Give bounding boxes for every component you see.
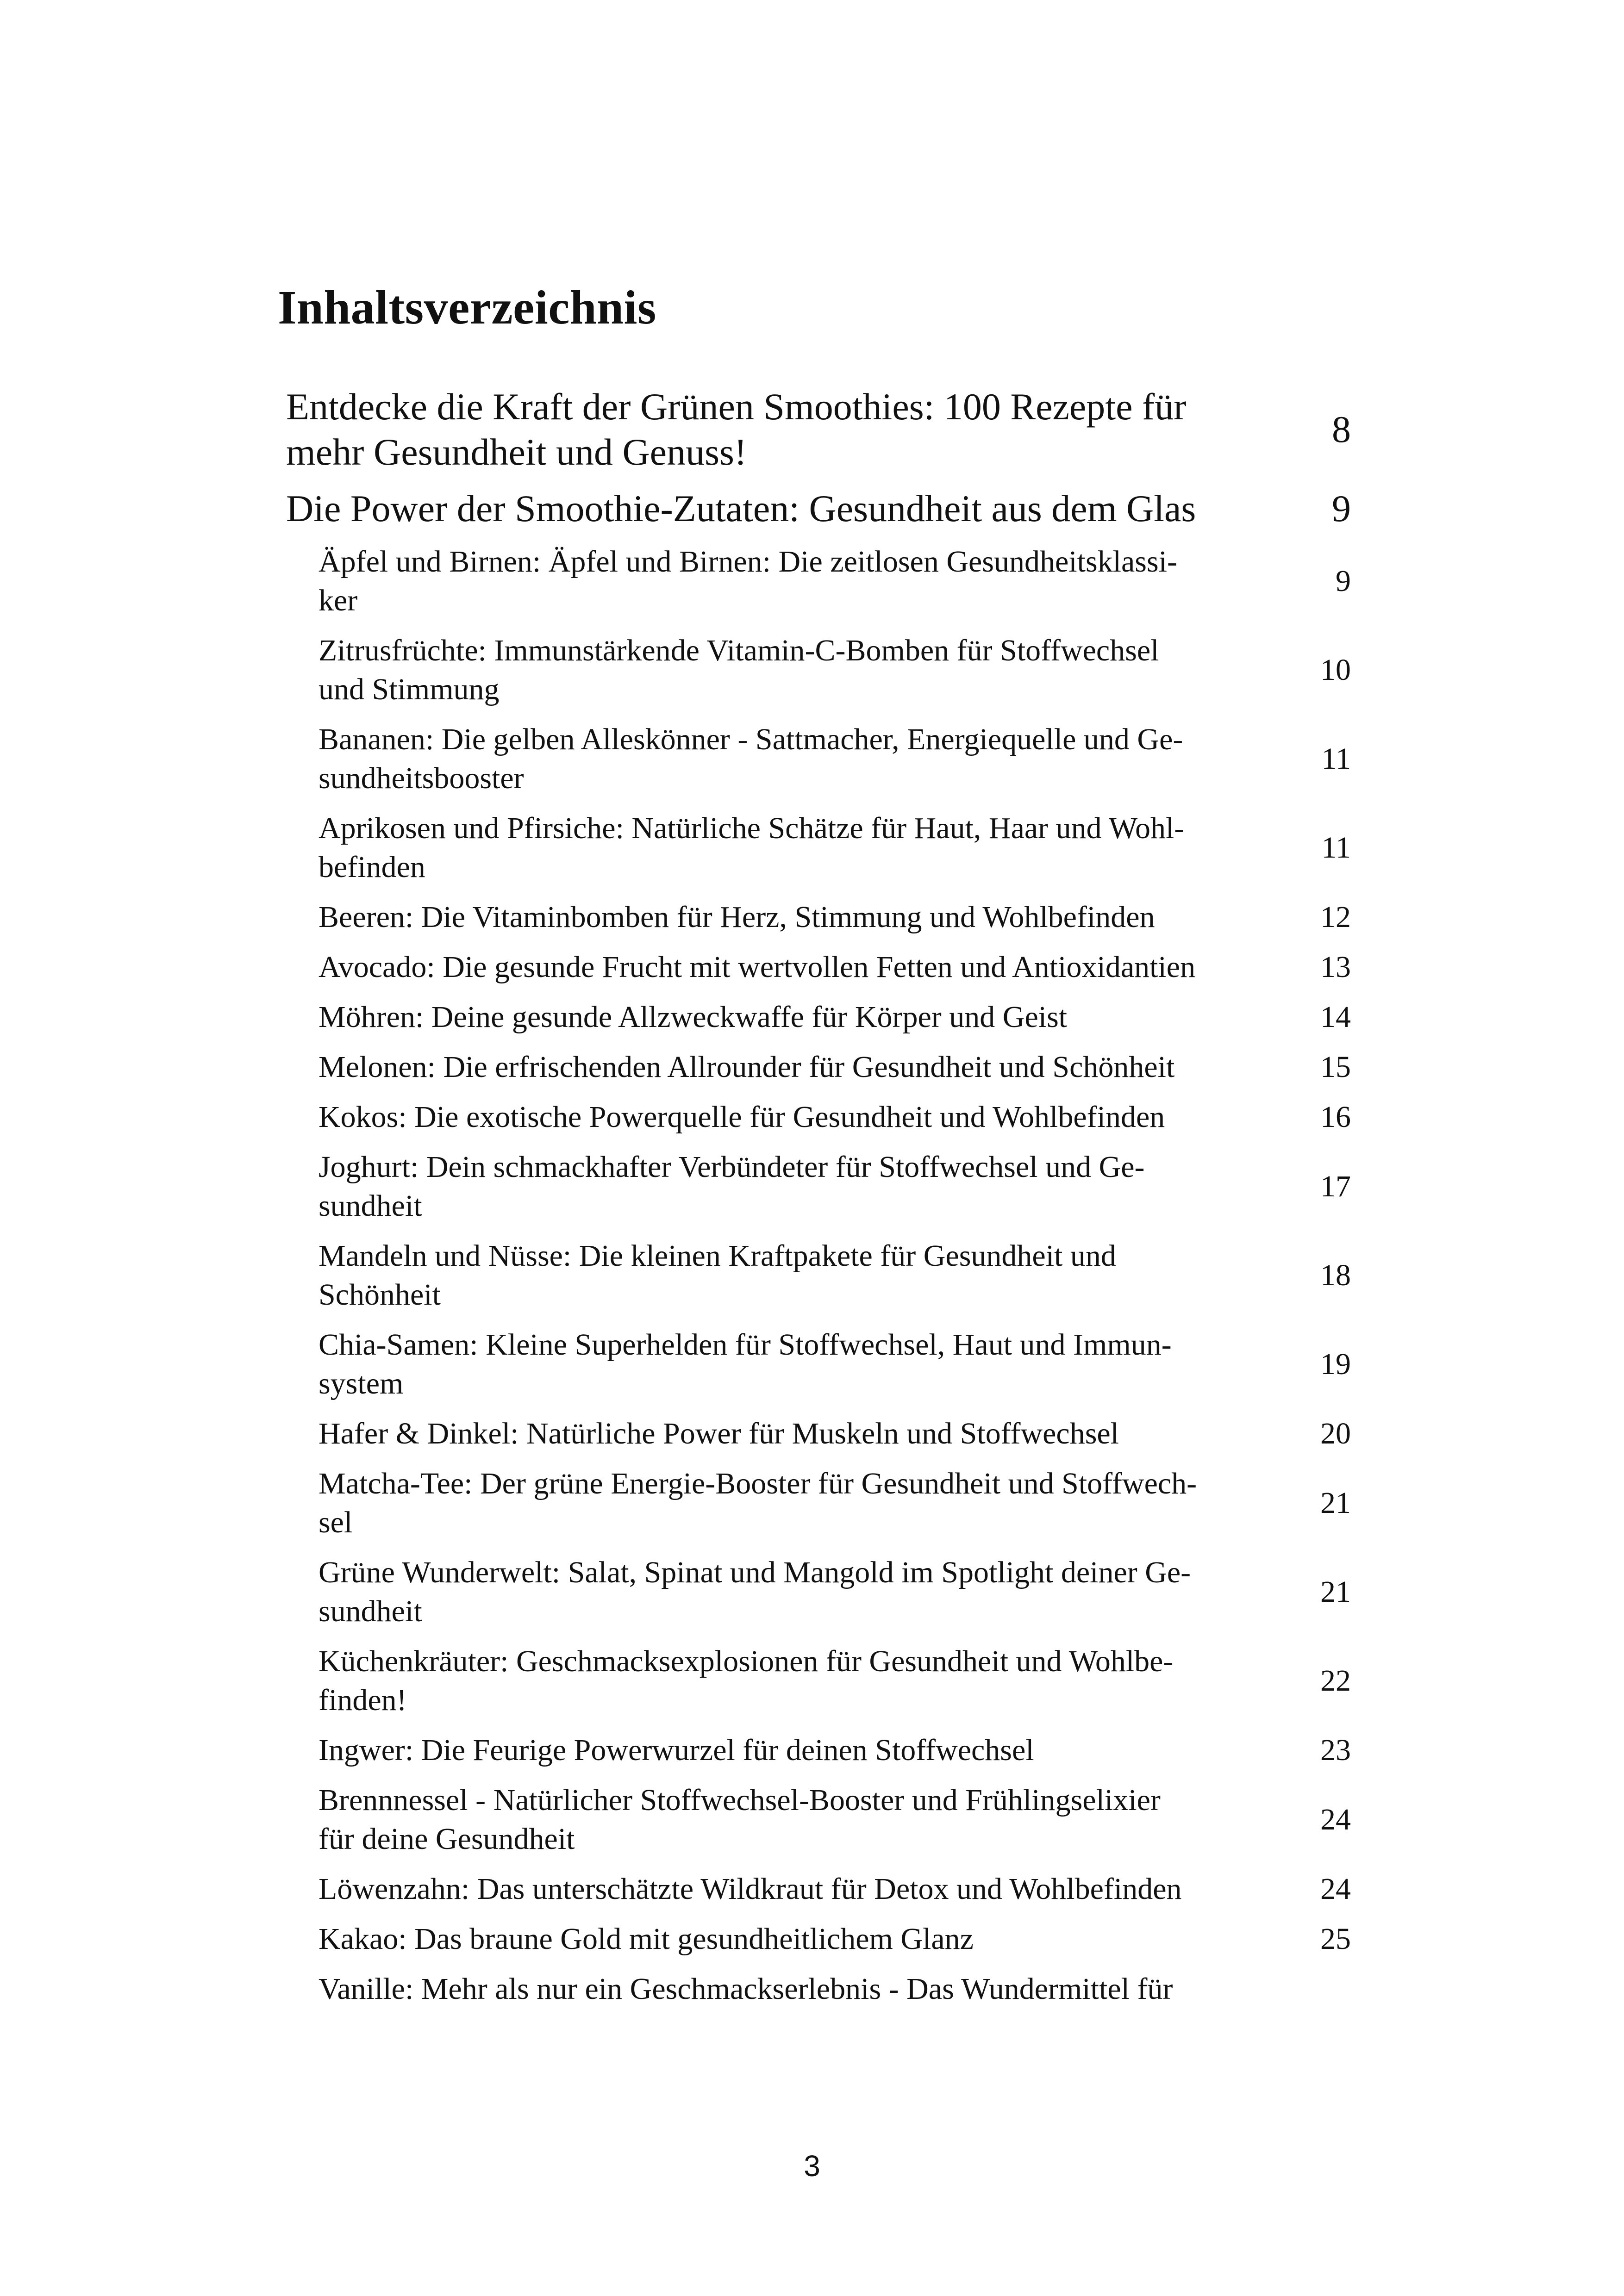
toc-entry-title: Vanille: Mehr als nur ein Geschmackserlebnis - Das Wundermittel für xyxy=(319,1972,1173,2006)
toc-entry-page: 11 xyxy=(1321,831,1351,865)
toc-entry[interactable] xyxy=(286,898,1351,937)
toc-entry-page: 12 xyxy=(1320,900,1351,934)
toc-entry-title: Äpfel und Birnen: Äpfel und Birnen: Die zeitlosen Gesundheitsklassi- ker xyxy=(319,545,1177,617)
toc-entry-title: Zitrusfrüchte: Immunstärkende Vitamin-C-Bomben für Stoffwechsel und Stimmung xyxy=(319,634,1159,706)
toc-entry-title: Kakao: Das braune Gold mit gesundheitlichem Glanz xyxy=(319,1922,974,1956)
toc-entry[interactable] xyxy=(286,1464,1351,1542)
toc-entry-title: Möhren: Deine gesunde Allzweckwaffe für Körper und Geist xyxy=(319,1000,1068,1034)
toc-entry[interactable] xyxy=(286,1731,1351,1770)
toc-entry-title: Bananen: Die gelben Alleskönner - Sattmacher, Energiequelle und Ge- sundheitsbooster xyxy=(319,722,1183,795)
toc-entry-page: 11 xyxy=(1321,742,1351,776)
toc-entry-page: 15 xyxy=(1320,1050,1351,1084)
toc-entry-page: 16 xyxy=(1320,1100,1351,1134)
toc-entry-page: 24 xyxy=(1320,1872,1351,1906)
toc-entry[interactable] xyxy=(286,1148,1351,1226)
toc-entry-title: Die Power der Smoothie-Zutaten: Gesundheit aus dem Glas xyxy=(286,487,1196,529)
toc-entry[interactable] xyxy=(286,1642,1351,1720)
toc-entry-title: Chia-Samen: Kleine Superhelden für Stoffwechsel, Haut und Immun- system xyxy=(319,1328,1172,1400)
toc-entry[interactable] xyxy=(286,1325,1351,1403)
toc-entry[interactable] xyxy=(286,1920,1351,1959)
toc-entry[interactable] xyxy=(286,1098,1351,1137)
toc-entry-page: 9 xyxy=(1332,487,1351,529)
toc-entry[interactable] xyxy=(286,720,1351,798)
toc-entry[interactable] xyxy=(286,809,1351,887)
page-number: 3 xyxy=(804,2149,820,2183)
toc-entry[interactable] xyxy=(286,486,1351,531)
toc-entry-title: Entdecke die Kraft der Grünen Smoothies: 100 Rezepte für mehr Gesundheit und Genuss! xyxy=(286,386,1187,473)
toc-entry-title: Matcha-Tee: Der grüne Energie-Booster für Gesundheit und Stoffwech- sel xyxy=(319,1467,1197,1539)
toc-entry[interactable] xyxy=(286,1781,1351,1859)
toc-entry-title: Brennnessel - Natürlicher Stoffwechsel-Booster und Frühlingselixier für deine Gesundheit xyxy=(319,1783,1161,1856)
table-of-contents xyxy=(286,384,1351,2020)
toc-entry[interactable] xyxy=(286,998,1351,1037)
toc-entry-page: 24 xyxy=(1320,1803,1351,1836)
toc-entry[interactable] xyxy=(286,1553,1351,1631)
toc-entry[interactable] xyxy=(286,948,1351,987)
toc-entry-title: Aprikosen und Pfirsiche: Natürliche Schätze für Haut, Haar und Wohl- befinden xyxy=(319,811,1185,884)
toc-entry-title: Kokos: Die exotische Powerquelle für Gesundheit und Wohlbefinden xyxy=(319,1100,1165,1134)
toc-entry-page: 14 xyxy=(1320,1000,1351,1034)
toc-entry-title: Melonen: Die erfrischenden Allrounder für Gesundheit und Schönheit xyxy=(319,1050,1175,1084)
toc-entry[interactable] xyxy=(286,1870,1351,1909)
toc-entry[interactable] xyxy=(286,631,1351,709)
toc-entry[interactable] xyxy=(286,384,1351,475)
toc-entry-page: 23 xyxy=(1320,1733,1351,1767)
toc-entry[interactable] xyxy=(286,1414,1351,1453)
toc-entry-title: Beeren: Die Vitaminbomben für Herz, Stimmung und Wohlbefinden xyxy=(319,900,1155,934)
toc-entry[interactable] xyxy=(286,1970,1351,2009)
toc-entry-page: 21 xyxy=(1320,1575,1351,1609)
toc-entry-title: Avocado: Die gesunde Frucht mit wertvollen Fetten und Antioxidantien xyxy=(319,950,1196,984)
toc-entry-page: 21 xyxy=(1320,1486,1351,1520)
page-title: Inhaltsverzeichnis xyxy=(278,281,656,334)
toc-entry[interactable] xyxy=(286,542,1351,620)
toc-entry-title: Küchenkräuter: Geschmacksexplosionen für Gesundheit und Wohlbe- finden! xyxy=(319,1644,1174,1717)
toc-entry-page: 8 xyxy=(1332,408,1351,450)
toc-entry[interactable] xyxy=(286,1237,1351,1314)
toc-entry-title: Grüne Wunderwelt: Salat, Spinat und Mangold im Spotlight deiner Ge- sundheit xyxy=(319,1556,1191,1628)
toc-entry-page: 13 xyxy=(1320,950,1351,984)
toc-entry-title: Mandeln und Nüsse: Die kleinen Kraftpakete für Gesundheit und Schönheit xyxy=(319,1239,1116,1312)
toc-entry-title: Löwenzahn: Das unterschätzte Wildkraut für Detox und Wohlbefinden xyxy=(319,1872,1182,1906)
toc-entry-title: Ingwer: Die Feurige Powerwurzel für deinen Stoffwechsel xyxy=(319,1733,1034,1767)
toc-entry-page: 22 xyxy=(1320,1664,1351,1698)
toc-entry-page: 25 xyxy=(1320,1922,1351,1956)
toc-entry-page: 10 xyxy=(1320,653,1351,687)
toc-entry-page: 19 xyxy=(1320,1347,1351,1381)
toc-entry-page: 18 xyxy=(1320,1258,1351,1292)
toc-entry-title: Joghurt: Dein schmackhafter Verbündeter für Stoffwechsel und Ge- sundheit xyxy=(319,1150,1145,1223)
toc-entry-page: 9 xyxy=(1336,564,1351,598)
toc-entry-page: 20 xyxy=(1320,1417,1351,1450)
toc-entry-title: Hafer & Dinkel: Natürliche Power für Muskeln und Stoffwechsel xyxy=(319,1417,1119,1450)
toc-entry[interactable] xyxy=(286,1048,1351,1087)
toc-entry-page: 17 xyxy=(1320,1170,1351,1203)
